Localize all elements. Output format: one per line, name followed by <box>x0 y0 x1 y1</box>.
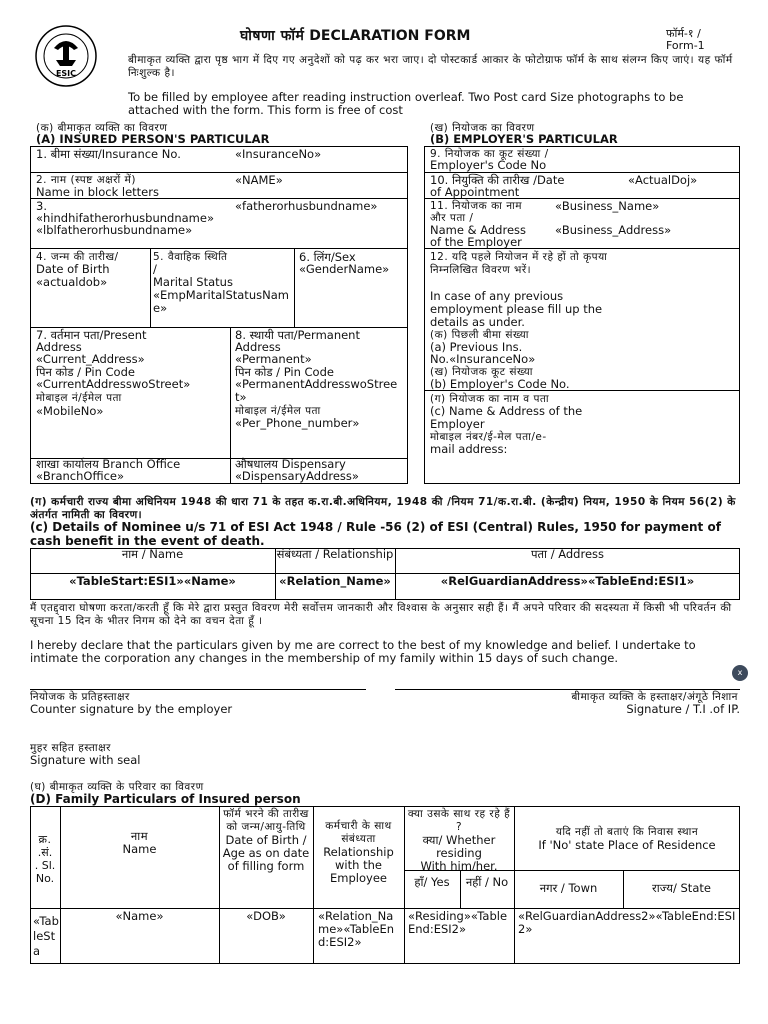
family-sl-header: क्र. .सं. . Sl. No. <box>34 833 56 885</box>
permanent-address-label-hindi: 8. स्थायी पता/Permanent <box>235 328 360 342</box>
present-address-label-hindi: 7. वर्तमान पता/Present <box>36 328 147 342</box>
present-mobile-value[interactable]: «MobileNo» <box>36 404 104 418</box>
permanent-address-label: Address <box>235 340 281 354</box>
employer-name-label-hindi: 11. नियोजक का नाम <box>430 200 523 212</box>
dispensary-value[interactable]: «DispensaryAddress» <box>235 469 359 483</box>
esic-logo <box>34 24 98 88</box>
section-b-heading-hindi: (ख) नियोजक का विवरण <box>430 122 535 134</box>
branch-office-label: शाखा कार्यालय Branch Office <box>36 457 181 471</box>
business-address-value[interactable]: «Business_Address» <box>555 223 672 237</box>
father-value[interactable]: «fatherorhusbundname» <box>235 199 378 213</box>
ip-signature-label: Signature / T.I .of IP. <box>626 702 740 716</box>
previous-employer-email-hindi: मोबाइल नंबर/ई-मेल पता/e- <box>430 431 547 443</box>
appointment-date-label: 10. नियुक्ति की तारीख /Date <box>430 173 565 187</box>
marital-value[interactable]: «EmpMaritalStatusName» <box>153 288 289 315</box>
present-pin-value[interactable]: «CurrentAddresswoStreet» <box>36 377 191 391</box>
declaration-text: I hereby declare that the particulars given by me are correct to the best of my knowledge and belief. I undertake to intimate the corporation any changes in the membership of my family within 15 days of such change. <box>30 638 696 665</box>
father-label-hindi: «hindhifatherorhusbundname» <box>36 211 214 225</box>
marital-label-hindi: 5. वैवाहिक स्थिति <box>153 251 228 263</box>
family-row-relation[interactable]: «Relation_Name»«TableEnd:ESI2» <box>318 909 395 949</box>
permanent-pin-label: पिन कोड / Pin Code <box>235 365 334 379</box>
nominee-relation-value[interactable]: «Relation_Name» <box>279 574 391 588</box>
section-c-heading: (c) Details of Nominee u/s 71 of ESI Act 1948 / Rule -56 (2) of ESI (Central) Rules, 1950 for payment of cash benefit in the event of death. <box>30 520 721 548</box>
permanent-pin-value[interactable]: «PermanentAddresswoStreet» <box>235 377 398 404</box>
family-name-header: नाम Name <box>122 829 157 856</box>
form-title: घोषणा फॉर्म DECLARATION FORM <box>240 28 471 44</box>
present-pin-label: पिन कोड / Pin Code <box>36 365 135 379</box>
previous-employer-code-hindi: (ख) नियोजक कूट संख्या <box>430 366 533 378</box>
declaration-hindi: मैं एतद्द्वारा घोषणा करता/करती हूँ कि मेरे द्वारा प्रस्तुत विवरण मेरी सर्वोत्तम जानकारी और विश्वास के अनुसार सही हैं। मैं अपने परिवार की सदस्यता में किसी भी परिवर्तन की सूचना 15 दिन के भीतर निगम को देने का वचन देता हूँ । <box>30 602 732 627</box>
previous-ins-value[interactable]: No.«InsuranceNo» <box>430 352 536 366</box>
previous-employment-note: In case of any previous employment please fill up the details as under. <box>430 289 603 329</box>
marital-label: Marital Status <box>153 275 233 289</box>
seal-label-hindi: मुहर सहित हस्ताक्षर <box>30 742 111 754</box>
present-address-value[interactable]: «Current_Address» <box>36 352 145 366</box>
previous-ins-label-hindi: (क) पिछली बीमा संख्या <box>430 329 529 341</box>
employer-name-label: Name & Address <box>430 223 527 237</box>
name-value[interactable]: «NAME» <box>235 173 283 187</box>
present-mobile-label: मोबाइल नं/ईमेल पता <box>36 392 122 404</box>
previous-ins-label: (a) Previous Ins. <box>430 340 523 354</box>
previous-employer-name-label-2: Employer <box>430 417 485 431</box>
svg-text:ESIC: ESIC <box>55 69 77 78</box>
close-icon[interactable]: x <box>732 665 748 681</box>
ip-signature-label-hindi: बीमाकृत व्यक्ति के हस्ताक्षर/अंगूठे निशान <box>571 691 738 703</box>
insurance-no-label: 1. बीमा संख्या/Insurance No. <box>36 147 181 161</box>
father-label-number: 3. <box>36 199 47 213</box>
family-row-dob[interactable]: «DOB» <box>246 909 286 923</box>
employer-name-label-2: of the Employer <box>430 235 522 249</box>
section-c-heading-hindi: (ग) कर्मचारी राज्य बीमा अधिनियम 1948 की धारा 71 के तहत क.रा.बी.अधिनियम, 1948 की /नियम 71/क.रा.बी. (केन्द्रीय) नियम, 1950 के नियम 56(2) के अंतर्गत नामिती का विवरण। <box>30 496 736 521</box>
family-place-header: यदि नहीं तो बताएं कि निवास स्थान If 'No' state Place of Residence <box>538 826 716 852</box>
nominee-address-header: पता / Address <box>530 547 605 561</box>
appointment-date-label-en: of Appointment <box>430 185 520 199</box>
employer-code-label-hindi: 9. नियोजक का कूट संख्या / <box>430 148 549 160</box>
family-town-header: नगर / Town <box>539 881 598 895</box>
name-label: Name in block letters <box>36 185 159 199</box>
family-no-header: नहीं / No <box>465 875 509 889</box>
family-yes-header: हाँ/ Yes <box>414 875 450 889</box>
family-state-header: राज्य/ State <box>652 881 711 895</box>
family-row-residing[interactable]: «Residing»«TableEnd:ESI2» <box>408 909 508 936</box>
employer-name-label-hindi-2: और पता / <box>430 212 474 224</box>
gender-value[interactable]: «GenderName» <box>299 262 390 276</box>
business-name-value[interactable]: «Business_Name» <box>555 199 660 213</box>
gender-label: 6. लिंग/Sex <box>299 250 356 264</box>
nominee-name-header: नाम / Name <box>121 547 184 561</box>
family-dob-header: फॉर्म भरने की तारीख को जन्म/आयु-तिथि Date of Birth / Age as on date of filling form <box>222 808 310 873</box>
father-label: «lblfatherorhusbundname» <box>36 223 193 237</box>
nominee-address-value[interactable]: «RelGuardianAddress»«TableEnd:ESI1» <box>440 574 695 588</box>
section-b-heading: (B) EMPLOYER'S PARTICULAR <box>430 132 618 146</box>
permanent-address-value[interactable]: «Permanent» <box>235 352 312 366</box>
family-residing-header: क्या उसके साथ रह रहे हैं ? क्या/ Whether residing With him/her. <box>407 808 511 873</box>
section-d-heading: (D) Family Particulars of Insured person <box>30 792 301 806</box>
section-a-heading-hindi: (क) बीमाकृत व्यक्ति का विवरण <box>36 122 168 134</box>
family-relation-header: कर्मचारी के साथ संबंध्यता Relationship with the Employee <box>323 820 394 885</box>
nominee-name-value[interactable]: «TableStart:ESI1»«Name» <box>69 574 236 588</box>
seal-label: Signature with seal <box>30 753 141 767</box>
previous-employer-name-hindi: (ग) नियोजक का नाम व पता <box>430 393 550 405</box>
permanent-phone-label: मोबाइल नं/ईमेल पता <box>235 405 321 417</box>
previous-employer-email-label: mail address: <box>430 442 508 456</box>
dob-label: Date of Birth <box>36 262 110 276</box>
family-row-name[interactable]: «Name» <box>115 909 164 923</box>
dob-value[interactable]: «actualdob» <box>36 275 108 289</box>
counter-signature-label: Counter signature by the employer <box>30 702 233 716</box>
dob-label-hindi: 4. जन्म की तारीख/ <box>36 251 119 263</box>
intro-english: To be filled by employee after reading instruction overleaf. Two Post card Size photographs to be attached with the form. This form is free of cost <box>128 90 684 117</box>
family-row-sl[interactable]: «TableSta <box>33 914 59 958</box>
counter-signature-line <box>30 689 366 690</box>
name-label-hindi: 2. नाम (स्पष्ट अक्षरों में) <box>36 174 136 186</box>
previous-employment-hindi: 12. यदि पहले नियोजन में रहे हों तो कृपया निम्नलिखित विवरण भरें। <box>430 251 608 276</box>
employer-code-label: Employer's Code No <box>430 158 547 172</box>
nominee-relation-header: संबंध्यता / Relationship <box>276 547 394 561</box>
marital-label-separator: / <box>153 262 157 276</box>
previous-employer-code-label: (b) Employer's Code No. <box>430 377 570 391</box>
permanent-phone-value[interactable]: «Per_Phone_number» <box>235 416 360 430</box>
branch-office-value[interactable]: «BranchOffice» <box>36 469 125 483</box>
intro-hindi: बीमाकृत व्यक्ति द्वारा पृष्ठ भाग में दिए गए अनुदेशों को पढ़ कर भरा जाए। दो पोस्टकार्ड आकार के फोटोग्राफ फॉर्म के साथ संलग्न किए जाएं। यह फॉर्म निःशुल्क है। <box>128 54 733 79</box>
insurance-no-value[interactable]: «InsuranceNo» <box>235 147 322 161</box>
previous-employer-name-label: (c) Name & Address of the <box>430 404 583 418</box>
present-address-label: Address <box>36 340 82 354</box>
ip-signature-line <box>395 689 740 690</box>
family-row-place[interactable]: «RelGuardianAddress2»«TableEnd:ESI2» <box>518 909 736 936</box>
section-a-heading: (A) INSURED PERSON'S PARTICULAR <box>36 132 270 146</box>
counter-signature-label-hindi: नियोजक के प्रतिहस्ताक्षर <box>30 691 130 703</box>
dispensary-label: औषधालय Dispensary <box>235 457 346 471</box>
form-number: फॉर्म-१ / Form-1 <box>666 27 705 52</box>
section-d-heading-hindi: (घ) बीमाकृत व्यक्ति के परिवार का विवरण <box>30 781 204 793</box>
appointment-date-value[interactable]: «ActualDoj» <box>628 173 698 187</box>
